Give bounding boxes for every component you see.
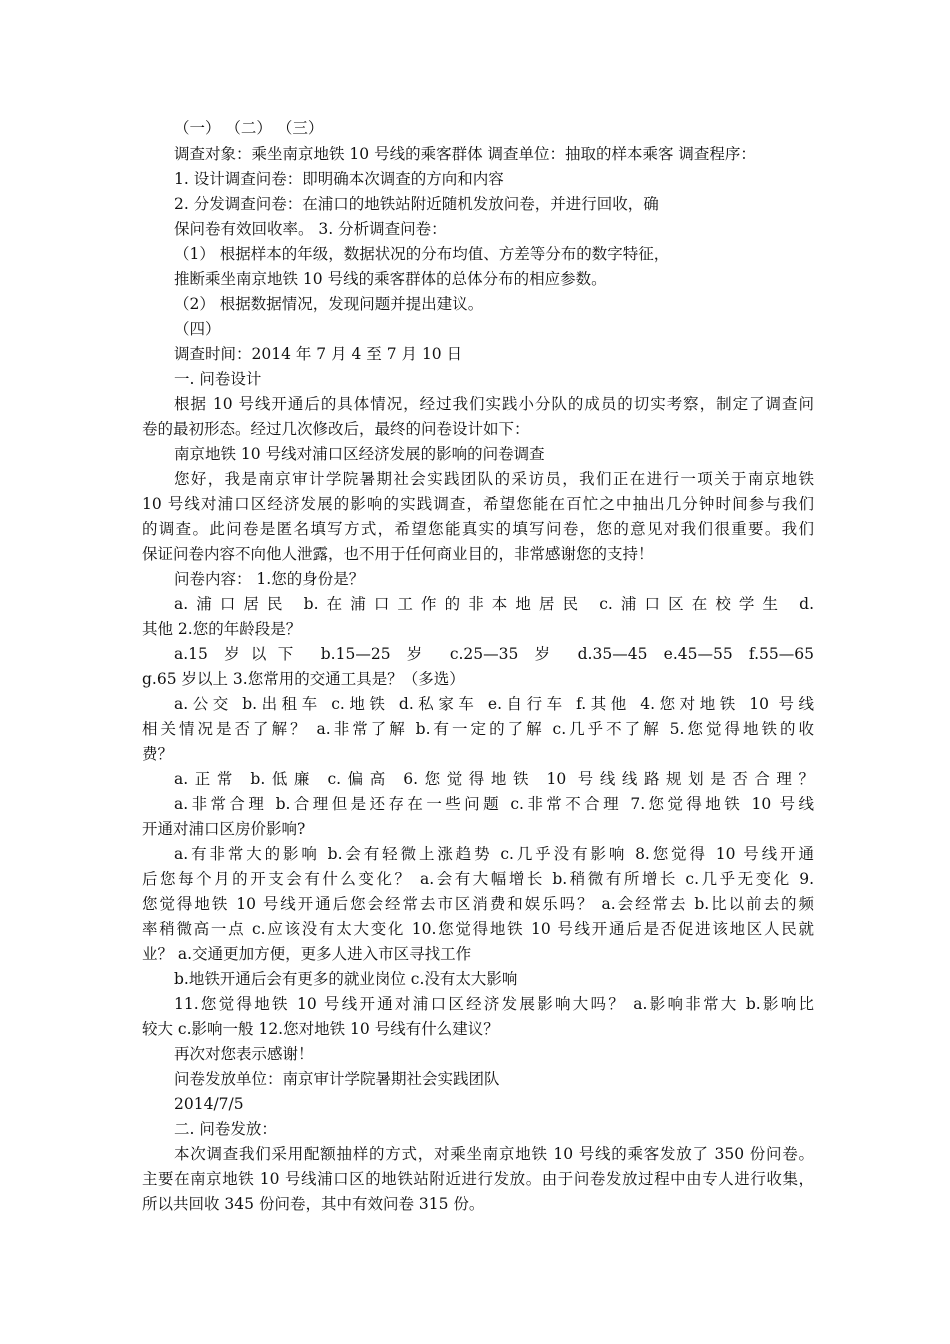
section-headings-1-3: （一） （二） （三）	[174, 119, 324, 137]
section-heading-4: （四）	[174, 320, 221, 338]
question-line: 业？ a.交通更加方便，更多人进入市区寻找工作	[142, 945, 472, 963]
question-line: a.15 岁以下 b.15—25 岁 c.25—35 岁 d.35—45 e.45—55 f.55—65	[174, 645, 814, 663]
question-line: 较大 c.影响一般 12.您对地铁 10 号线有什么建议？	[142, 1020, 499, 1038]
paragraph-line: 卷的最初形态。经过几次修改后，最终的问卷设计如下：	[142, 420, 530, 438]
paragraph-line: 保证问卷内容不向他人泄露，也不用于任何商业目的，非常感谢您的支持！	[142, 545, 654, 563]
procedure-step-2: 2. 分发调查问卷：在浦口的地铁站附近随机发放问卷，并进行回收，确	[174, 195, 659, 213]
section-questionnaire-distribution: 二. 问卷发放：	[174, 1120, 277, 1138]
survey-object-line: 调查对象：乘坐南京地铁 10 号线的乘客群体 调查单位：抽取的样本乘客 调查程序：	[174, 145, 756, 163]
question-line: 您觉得地铁 10 号线开通后您会经常去市区消费和娱乐吗？ a.会经常去 b.比以前去的频	[142, 895, 814, 913]
analysis-item-2: （2） 根据数据情况，发现问题并提出建议。	[174, 295, 484, 313]
question-line: g.65 岁以上 3.您常用的交通工具是？（多选）	[142, 670, 465, 688]
procedure-step-3: 保问卷有效回收率。 3. 分析调查问卷：	[174, 220, 447, 238]
question-line: 后您每个月的开支会有什么变化？ a.会有大幅增长 b.稍微有所增长 c.几乎无变化 9.	[142, 870, 814, 888]
paragraph-line: 10 号线对浦口区经济发展的影响的实践调查，希望您能在百忙之中抽出几分钟时间参与我们	[142, 495, 814, 513]
thanks-line: 再次对您表示感谢！	[174, 1045, 314, 1063]
analysis-item-1: （1） 根据样本的年级，数据状况的分布均值、方差等分布的数字特征，	[174, 245, 670, 263]
paragraph-line: 的调查。此问卷是匿名填写方式，希望您能真实的填写问卷，您的意见对我们很重要。我们	[142, 520, 814, 538]
survey-time: 调查时间：2014 年 7 月 4 至 7 月 10 日	[174, 345, 463, 363]
question-line: a.有非常大的影响 b.会有轻微上涨趋势 c.几乎没有影响 8.您觉得 10 号线开通	[174, 845, 814, 863]
paragraph-line: 主要在南京地铁 10 号线浦口区的地铁站附近进行发放。由于问卷发放过程中由专人进行收集，	[142, 1170, 814, 1188]
question-line: a.正常 b.低廉 c.偏高 6.您觉得地铁 10 号线线路规划是否合理？	[174, 770, 814, 788]
question-line: 相关情况是否了解？ a.非常了解 b.有一定的了解 c.几乎不了解 5.您觉得地铁的收	[142, 720, 814, 738]
paragraph-line: 您好，我是南京审计学院暑期社会实践团队的采访员，我们正在进行一项关于南京地铁	[174, 470, 814, 488]
issuing-unit: 问卷发放单位：南京审计学院暑期社会实践团队	[174, 1070, 500, 1088]
question-line: a.公交 b.出租车 c.地铁 d.私家车 e.自行车 f.其他 4.您对地铁 10 号线	[174, 695, 814, 713]
question-line: a.浦口居民 b.在浦口工作的非本地居民 c.浦口区在校学生 d.	[174, 595, 814, 613]
question-line: 其他 2.您的年龄段是？	[142, 620, 302, 638]
question-line: a.非常合理 b.合理但是还存在一些问题 c.非常不合理 7.您觉得地铁 10 号线	[174, 795, 814, 813]
question-line: 率稍微高一点 c.应该没有太大变化 10.您觉得地铁 10 号线开通后是否促进该地区人民就	[142, 920, 814, 938]
question-line: 开通对浦口区房价影响?	[142, 820, 306, 838]
paragraph-line: 根据 10 号线开通后的具体情况，经过我们实践小分队的成员的切实考察，制定了调查问	[174, 395, 814, 413]
procedure-step-1: 1. 设计调查问卷：即明确本次调查的方向和内容	[174, 170, 504, 188]
question-line: 费？	[142, 745, 174, 763]
question-line: 11.您觉得地铁 10 号线开通对浦口区经济发展影响大吗？ a.影响非常大 b.影响比	[174, 995, 814, 1013]
paragraph-line: 所以共回收 345 份问卷，其中有效问卷 315 份。	[142, 1195, 485, 1213]
section-questionnaire-design: 一. 问卷设计	[174, 370, 262, 388]
issue-date: 2014/7/5	[174, 1095, 244, 1113]
paragraph-line: 本次调查我们采用配额抽样的方式，对乘坐南京地铁 10 号线的乘客发放了 350 份问卷。	[174, 1145, 814, 1163]
analysis-item-1-cont: 推断乘坐南京地铁 10 号线的乘客群体的总体分布的相应参数。	[174, 270, 607, 288]
questionnaire-title: 南京地铁 10 号线对浦口区经济发展的影响的问卷调查	[174, 445, 545, 463]
question-line: 问卷内容： 1.您的身份是？	[174, 570, 365, 588]
question-line: b.地铁开通后会有更多的就业岗位 c.没有太大影响	[174, 970, 518, 988]
